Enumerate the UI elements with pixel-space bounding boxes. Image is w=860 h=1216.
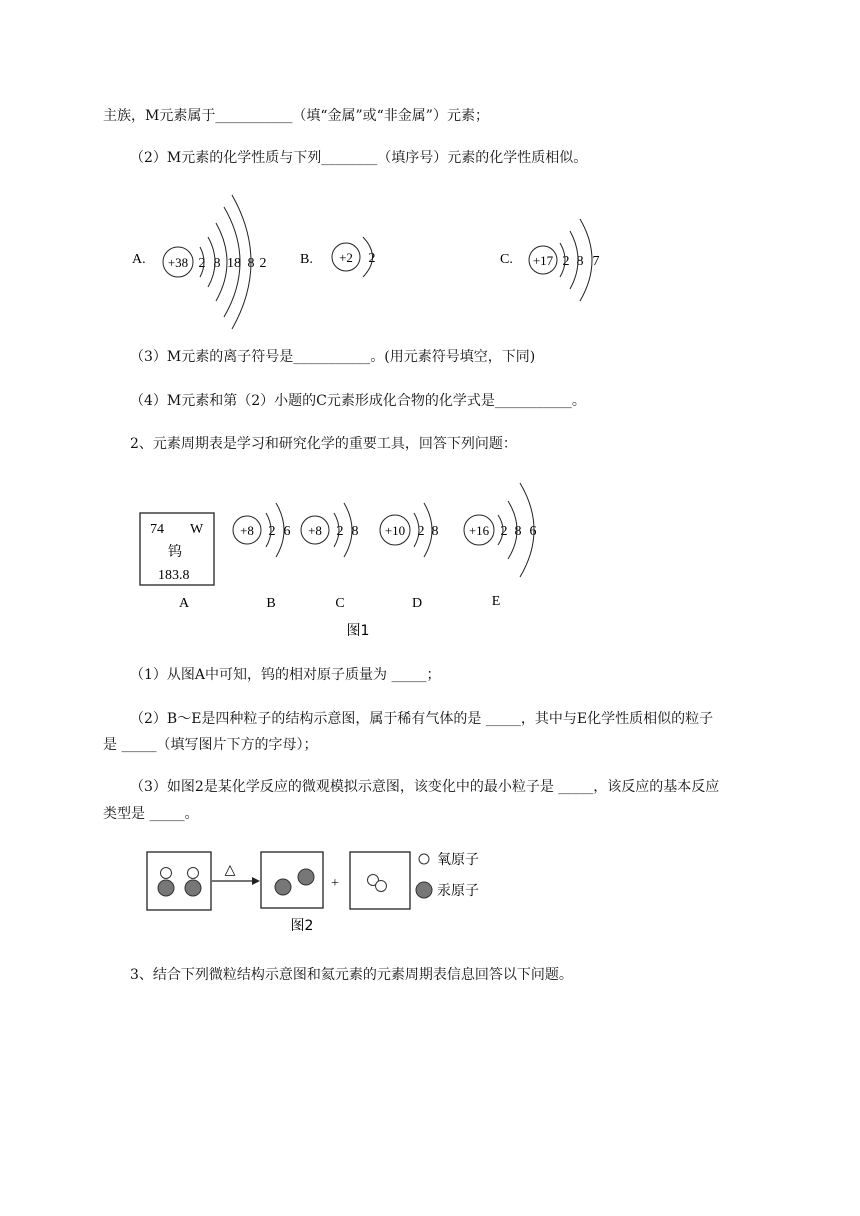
option-a-shell: 8 — [247, 256, 255, 271]
option-c-shell: 8 — [576, 254, 584, 269]
legend-mercury-label: 汞原子 — [437, 883, 479, 899]
reactant-box — [147, 852, 211, 910]
option-a-nucleus-charge: +38 — [167, 255, 189, 270]
option-c-label: C. — [500, 252, 513, 267]
question-3-heading: 3、结合下列微粒结构示意图和氦元素的元素周期表信息回答以下问题。 — [130, 967, 573, 983]
question-2-heading: 2、元素周期表是学习和研究化学的重要工具，回答下列问题： — [130, 436, 517, 452]
line-q1-2: （2）M元素的化学性质与下列________（填序号）元素的化学性质相似。 — [130, 150, 588, 166]
line-main-group: 主族，M元素属于___________（填“金属”或“非金属”）元素； — [103, 108, 489, 124]
atomic-mass: 183.8 — [158, 568, 190, 583]
option-c-shell: 2 — [562, 254, 570, 269]
oxygen-atom — [188, 868, 199, 879]
option-a-label: A. — [132, 252, 146, 267]
figure-1-letter-b: B — [266, 596, 276, 611]
legend-mercury-icon — [416, 882, 432, 898]
particle-e-shell: 2 — [500, 524, 508, 539]
question-2-3-line1: （3）如图2是某化学反应的微观模拟示意图，该变化中的最小粒子是 _____，该反应的基本反应 — [130, 779, 720, 795]
option-a-shell: 2 — [198, 256, 206, 271]
particle-c-shell: 2 — [336, 524, 344, 539]
atomic-number: 74 — [150, 522, 164, 537]
legend-oxygen-icon — [419, 854, 429, 864]
mercury-atom — [185, 880, 201, 896]
element-name: 钨 — [168, 544, 182, 560]
figure-1-letter-e: E — [491, 594, 501, 609]
option-c-shell: 7 — [592, 254, 600, 269]
particle-b-shell: 6 — [283, 524, 291, 539]
option-b-nucleus-charge: +2 — [339, 250, 353, 265]
figure-1-caption: 图1 — [346, 623, 370, 639]
question-2-3-line2: 类型是 _____。 — [103, 806, 199, 822]
option-a-shell: 2 — [259, 256, 267, 271]
figure-2 — [140, 840, 520, 940]
line-q1-3: （3）M元素的离子符号是___________。(用元素符号填空，下同) — [130, 349, 536, 365]
figure-1-letter-a: A — [178, 596, 190, 611]
particle-e-nucleus-charge: +16 — [468, 523, 490, 538]
oxygen-atom — [161, 868, 172, 879]
plus-sign: + — [331, 876, 339, 891]
particle-e-shell: 6 — [529, 524, 537, 539]
particle-d-nucleus-charge: +10 — [384, 523, 406, 538]
element-symbol: W — [190, 522, 204, 537]
option-a-shell: 8 — [213, 256, 221, 271]
oxygen-molecule-atom — [376, 881, 387, 892]
option-c-nucleus-charge: +17 — [532, 253, 554, 268]
figure-1-letter-c: C — [335, 596, 345, 611]
option-a-shell: 18 — [227, 256, 241, 271]
figure-1 — [138, 475, 578, 645]
mercury-atom — [275, 879, 291, 895]
particle-d-shell: 2 — [417, 524, 425, 539]
option-b-shell: 2 — [368, 251, 376, 266]
figure-2-caption: 图2 — [290, 918, 314, 934]
option-b-label: B. — [300, 252, 313, 267]
particle-b-shell: 2 — [268, 524, 276, 539]
particle-e-shell: 8 — [514, 524, 522, 539]
particle-d-shell: 8 — [431, 524, 439, 539]
particle-c-shell: 8 — [351, 524, 359, 539]
line-q1-4: （4）M元素和第（2）小题的C元素形成化合物的化学式是___________。 — [130, 393, 586, 409]
heat-symbol: △ — [224, 863, 236, 878]
particle-c-nucleus-charge: +8 — [308, 523, 322, 538]
question-2-2-line1: （2）B～E是四种粒子的结构示意图，属于稀有气体的是 _____，其中与E化学性质相似的粒子 — [130, 711, 714, 727]
mercury-atom — [158, 880, 174, 896]
particle-b-nucleus-charge: +8 — [240, 523, 254, 538]
question-2-1: （1）从图A中可知，钨的相对原子质量为 _____； — [130, 667, 441, 683]
question-2-2-line2: 是 _____（填写图片下方的字母）； — [103, 737, 318, 753]
mercury-atom — [298, 869, 314, 885]
legend-oxygen-label: 氧原子 — [437, 852, 479, 868]
figure-1-letter-d: D — [411, 596, 423, 611]
atomic-structure-options — [120, 185, 640, 335]
